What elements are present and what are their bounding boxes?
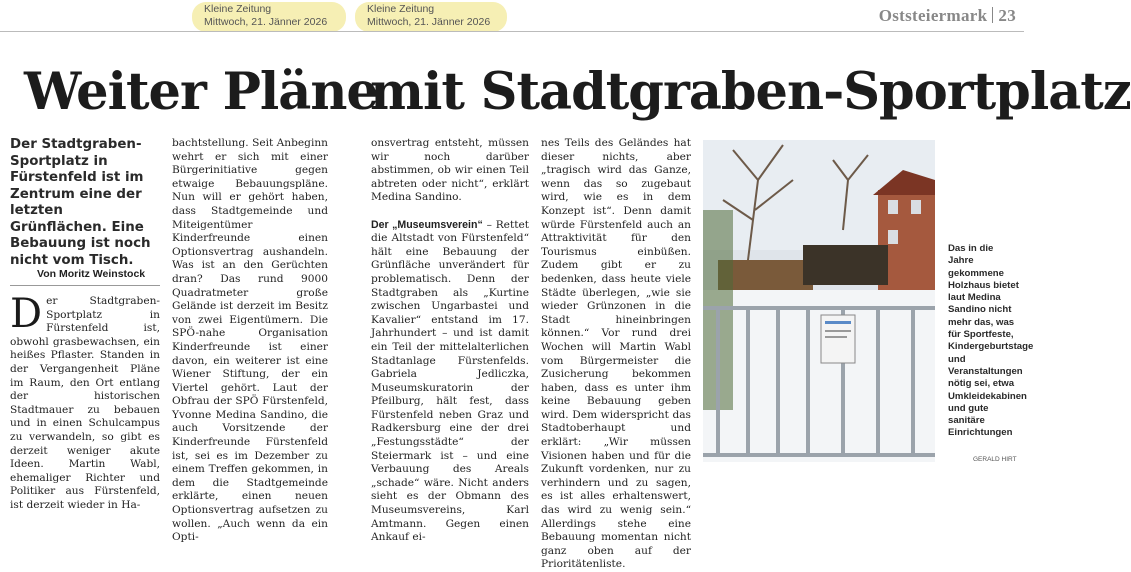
- stamp-paper-name: Kleine Zeitung: [367, 3, 435, 15]
- header-rule: [0, 31, 1024, 32]
- photo-illustration: [703, 140, 935, 462]
- subhead-keyword: Der „Museumsverein“: [371, 218, 483, 231]
- stamp-date: Mittwoch, 21. Jänner 2026: [204, 16, 328, 28]
- body-text: onsvertrag entsteht, müssen wir noch darüber abstimmen, ob wir einen Teil abtreten oder nicht“, erklärt Medina Sandino.: [371, 137, 529, 204]
- page-header: [0, 0, 1024, 36]
- section-name: Oststeiermark: [878, 6, 988, 25]
- lead-paragraph: Der Stadtgraben-Sportplatz in Fürstenfeld ist im Zentrum eine der letzten Grünflächen. Eine Bebauung ist noch nicht vom Tisch.: [10, 137, 151, 268]
- photo-caption: Das in die Jahre gekommene Holzhaus bietet laut Medina Sandino nicht mehr das, was für Sportfeste, Kindergeburtstage und Veranstaltungen nötig sei, etwa Umkleidekabinen und gute sanitäre Einrichtungen: [948, 243, 1034, 439]
- byline-rule: [10, 285, 160, 286]
- divider: [992, 7, 993, 23]
- photo-credit: GERALD HIRT: [973, 456, 1017, 463]
- page-number: 23: [998, 6, 1016, 25]
- date-stamp: [355, 2, 507, 32]
- drop-cap: D: [10, 291, 43, 337]
- body-text: bachtstellung. Seit Anbeginn wehrt er sich mit einer Bürgerinitiative gegen etwaige Bebauungspläne. Nun will er gehört haben, dass Stadtgemeinde und Miteigentümer Kinderfreunde einen Optionsvertrag aushandeln. Was ist an den Gerüchten dran? Das rund 9000 Quadratmeter große Gelände ist derzeit im Besitz von zwei Eigentümern. Die SPÖ-nahe Organisation Kinderfreunde ist einer davon, ein weiterer ist eine Wiener Stiftung, der ein Viertel gehört. Laut der Obfrau der SPÖ Fürstenfeld, Yvonne Medina Sandino, die auch Vorsitzende der Kinderfreunde Fürstenfeld ist, sei es im Dezember zu einem Treffen gekommen, in dem die Stadtgemeinde erklärte, einen neuen Optionsvertrag aufsetzen zu wollen. „Auch wenn da ein Opti-: [172, 137, 328, 544]
- stamp-paper-name: Kleine Zeitung: [204, 3, 272, 15]
- section-label: [879, 6, 1016, 26]
- headline-part-1: Weiter Pläne: [24, 62, 378, 122]
- body-text: er Stadtgraben-Sportplatz in Fürstenfeld ist, obwohl grasbewachsen, ein heißes Pflaster. Standen in der Vergangenheit Pläne im Raum, den Ort entlang der historischen Stadtmauer zu bebauen und in einen Schulcampus zu verwandeln, so gibt es derzeit weniger akute Ideen. Martin Wabl, ehemaliger Richter und Politiker aus Fürstenfeld, ist derzeit wieder in Ha-: [10, 295, 160, 511]
- body-column-2: [172, 137, 328, 544]
- body-text: nes Teils des Geländes hat dieser nichts, aber „tragisch wird das Ganze, wenn das so zugebaut wird, wie es in dem Konzept ist“. Denn damit würde Fürstenfeld auch an Attraktivität für den Tourismus einbüßen. Zudem gibt er zu bedenken, dass heute viele Städte überlegen, „wie sie wieder Grünzonen in die Stadt hineinbringen können.“ Vor rund drei Wochen will Martin Wabl vom Bürgermeister die Zusicherung bekommen haben, dass es unter ihm keine Bebauung geben wird. Dem widerspricht das Stadtoberhaupt und erklärt: „Wir müssen Visionen haben und für die Zukunft vordenken, nur zu verhindern und zu sagen, es ist alles erhaltenswert, das wird zu wenig sein.“ Allerdings stehe eine Bebauung momentan nicht ganz oben auf der Prioritätenliste.: [541, 137, 691, 571]
- body-text: – Rettet die Altstadt von Fürstenfeld“ hält eine Bebauung der Grünfläche unverändert für problematisch. Denn der Stadtgraben als „Kurtine zwischen Ungarbastei und Kavalier“ entstand im 17. Jahrhundert – und ist damit ein Teil der mittelalterlichen Stadtanlage Fürstenfelds. Gabriela Jedliczka, Museumskuratorin der Pfeilburg, hält fest, dass Fürstenfeld neben Graz und Radkersburg eine der drei „Festungsstädte“ der Steiermark ist – und eine Verbauung des Areals „schade“ wäre. Nicht anders sieht es der Obmann des Museumsvereins, Karl Amtmann. Gegen einen Ankauf ei-: [371, 218, 529, 544]
- body-column-1: [10, 291, 160, 511]
- stamp-date: Mittwoch, 21. Jänner 2026: [367, 16, 491, 28]
- date-stamp: [192, 2, 346, 32]
- headline-part-2: mit Stadtgraben-Sportplatz: [370, 62, 1131, 122]
- article-photo: [703, 140, 935, 462]
- body-column-3: [371, 137, 529, 544]
- byline: Von Moritz Weinstock: [37, 268, 146, 280]
- body-column-4: [541, 137, 691, 571]
